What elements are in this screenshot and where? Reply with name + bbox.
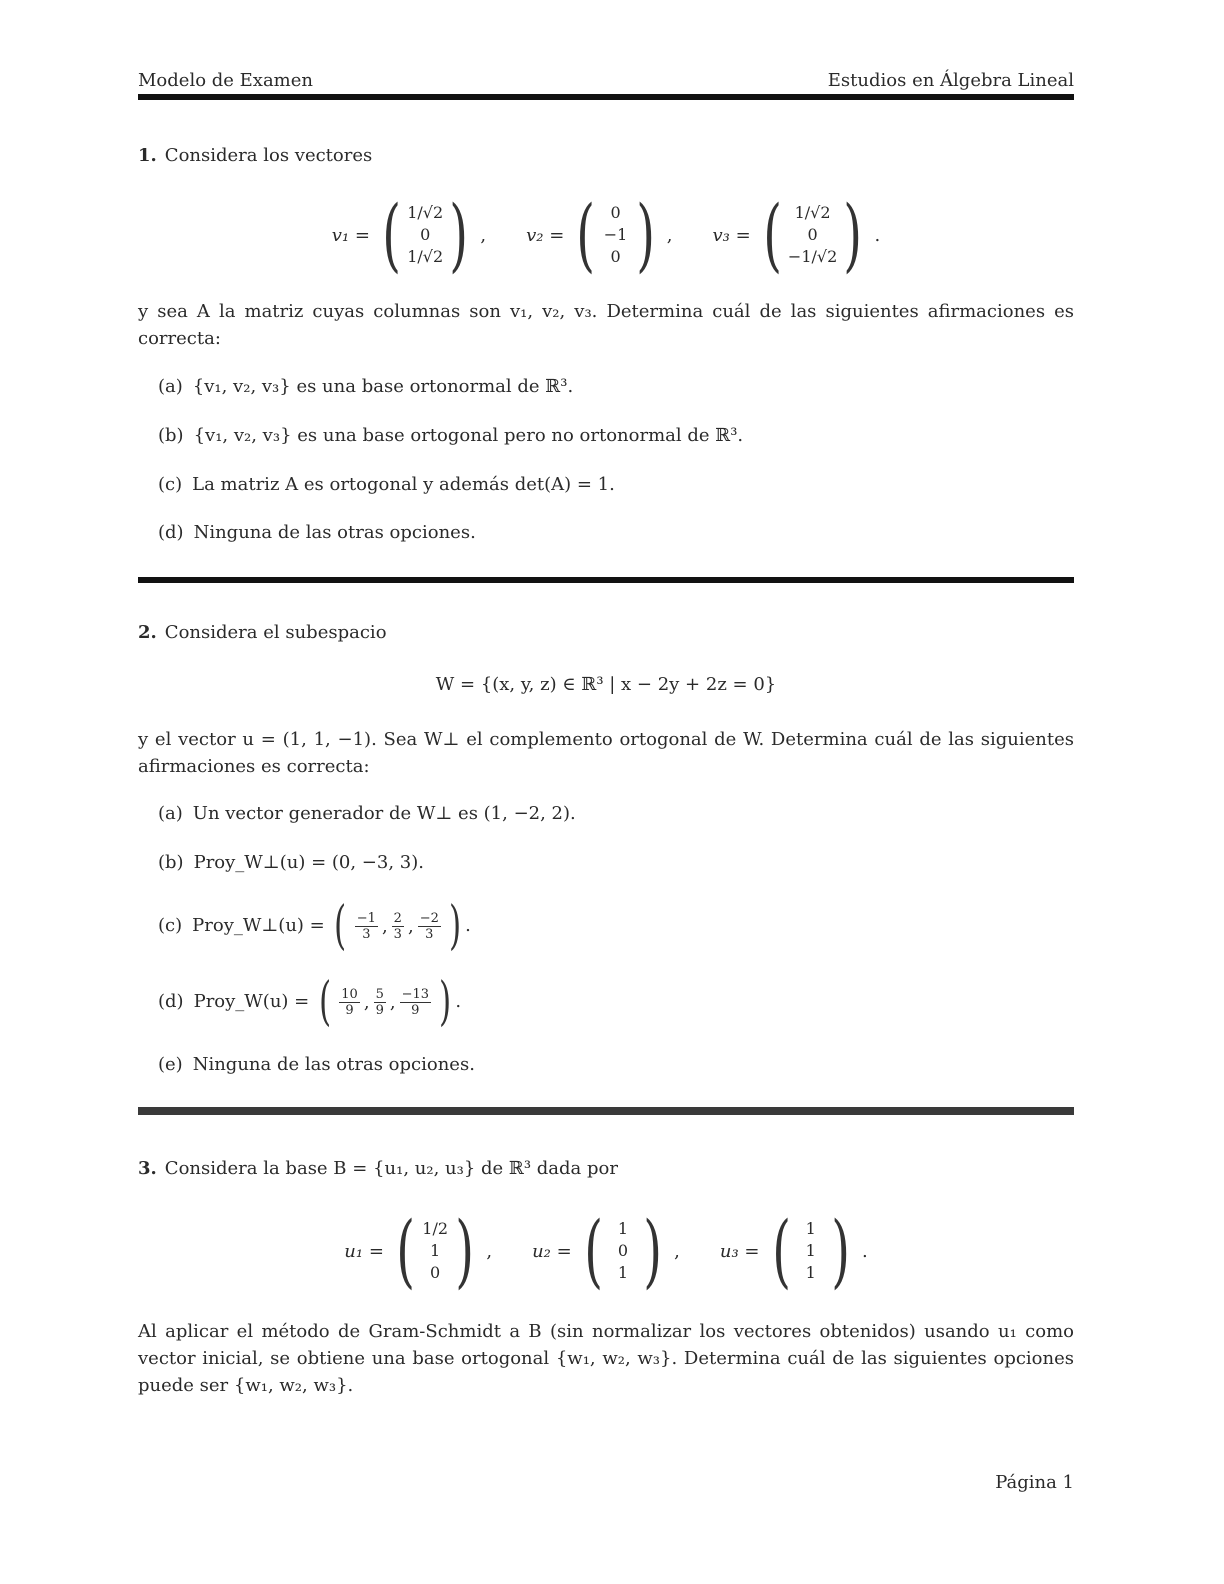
q3-vector-2: u₂ = ( 1 0 1 ) , (532, 1204, 680, 1297)
q1-vector-2: v₂ = ( 0 −1 0 ) , (526, 188, 673, 281)
q2-option-b (158, 852, 424, 873)
fraction: $\frac{-1}{3}$ (356, 910, 376, 942)
q1-vector-3: v₃ = ( 1/√2 0 −1/√2 ) . (712, 188, 881, 281)
q3-title (138, 1158, 618, 1179)
q1-vector-1: v₁ = ( 1/√2 0 1/√2 ) , (331, 188, 487, 281)
document-page (138, 0, 1074, 1584)
q3-u2-entry: 1 (617, 1219, 629, 1238)
q3-vector-1: u₁ = ( 1/2 1 0 ) , (344, 1204, 493, 1297)
q2-option-text: Proy_W⊥(u) = (0, −3, 3). (193, 852, 424, 873)
q1-option-text: La matriz A es ortogonal y además det(A) = 1. (192, 474, 615, 495)
q2-intro: Considera el subespacio (164, 622, 387, 643)
q1-vectors (138, 190, 1074, 280)
q1-vector-2-name: v₂ = (526, 224, 565, 246)
q1-v3-entry: 1/√2 (794, 203, 831, 222)
q3-u1-entry: 1 (430, 1241, 441, 1260)
q1-option-label: (a) (158, 376, 183, 397)
page-header (138, 68, 1074, 94)
section-divider (138, 1107, 1074, 1115)
q2-option-label: (e) (158, 1054, 183, 1075)
q3-vector-3: u₃ = ( 1 1 1 ) . (719, 1204, 868, 1297)
q2-option-text: Un vector generador de W⊥ es (1, −2, 2). (192, 803, 576, 824)
q1-v3-entry: 0 (807, 225, 818, 244)
q3-u3-entry: 1 (805, 1219, 816, 1238)
header-right: Estudios en Álgebra Lineal (827, 70, 1074, 91)
page-number: Página 1 (995, 1472, 1074, 1493)
q3-u2-entry: 0 (617, 1241, 629, 1260)
q2-option-label: (d) (158, 991, 184, 1012)
q1-option-text: {v₁, v₂, v₃} es una base ortonormal de ℝ³. (192, 376, 574, 397)
q2-option-c: (c) Proy_W⊥(u) = ( $\frac{-1}{3}$ , $\frac{2}{3}$ , $\frac{-2}{3}$ ) . (158, 896, 471, 956)
q3-text: Al aplicar el método de Gram-Schmidt a B (sin normalizar los vectores obtenidos) usando u₁ como vector inicial, se obtiene una base ortogonal {w₁, w₂, w₃}. Determina cuál de las siguientes opciones puede ser {w₁, w₂, w₃}. (138, 1321, 1074, 1396)
q1-number: 1. (138, 145, 157, 166)
q1-vector-1-name: v₁ = (331, 224, 370, 246)
q1-option-c (158, 474, 615, 495)
q3-u2-entry: 1 (617, 1263, 629, 1282)
q2-title (138, 622, 387, 643)
q1-option-d (158, 522, 476, 543)
header-rule (138, 94, 1074, 100)
fraction: $\frac{10}{9}$ (341, 986, 358, 1018)
q2-option-e (158, 1054, 475, 1075)
q2-option-label: (a) (158, 803, 183, 824)
q1-v2-entry: −1 (603, 225, 628, 244)
q3-number: 3. (138, 1158, 157, 1179)
q1-option-label: (c) (158, 474, 183, 495)
q1-option-b (158, 425, 743, 446)
q3-u3-entry: 1 (805, 1263, 816, 1282)
q1-option-text: Ninguna de las otras opciones. (193, 522, 476, 543)
q2-equation: W = {(x, y, z) ∈ ℝ³ | x − 2y + 2z = 0} (435, 674, 777, 695)
q3-u1-entry: 0 (430, 1263, 441, 1282)
q1-v1-entry: 1/√2 (407, 247, 444, 266)
q3-vectors (138, 1206, 1074, 1296)
q2-option-label: (b) (158, 852, 184, 873)
fraction: $\frac{-13}{9}$ (401, 986, 430, 1018)
q1-v2-entry: 0 (610, 247, 621, 266)
q3-vector-3-name: u₃ = (719, 1240, 760, 1262)
header-left: Modelo de Examen (138, 70, 313, 91)
q1-option-text: {v₁, v₂, v₃} es una base ortogonal pero no ortonormal de ℝ³. (193, 425, 744, 446)
q3-vector-1-name: u₁ = (344, 1240, 384, 1262)
q1-option-label: (d) (158, 522, 184, 543)
q2-number: 2. (138, 622, 157, 643)
q1-vector-3-name: v₃ = (712, 224, 751, 246)
q2-text: y el vector u = (1, 1, −1). Sea W⊥ el complemento ortogonal de W. Determina cuál de las siguientes afirmaciones es correcta: (138, 729, 1074, 777)
q1-option-label: (b) (158, 425, 184, 446)
section-divider (138, 577, 1074, 583)
q1-intro: Considera los vectores (164, 145, 373, 166)
q1-v2-entry: 0 (610, 203, 621, 222)
q1-v1-entry: 1/√2 (407, 203, 444, 222)
q3-u3-entry: 1 (805, 1241, 816, 1260)
q3-intro: Considera la base B = {u₁, u₂, u₃} de ℝ³ dada por (164, 1158, 618, 1179)
q1-title (138, 145, 372, 166)
q2-option-d: (d) Proy_W(u) = ( $\frac{10}{9}$ , $\frac{5}{9}$ , $\frac{-13}{9}$ ) . (158, 972, 462, 1032)
q2-option-a (158, 803, 576, 824)
fraction: $\frac{-2}{3}$ (419, 910, 439, 942)
q3-u1-entry: 1/2 (422, 1219, 449, 1238)
q2-option-label: (c) (158, 915, 183, 936)
fraction: $\frac{2}{3}$ (393, 910, 402, 942)
q2-option-prefix: Proy_W⊥(u) = (192, 915, 325, 936)
q1-v1-entry: 0 (420, 225, 431, 244)
q1-option-a (158, 376, 573, 397)
q2-option-text: Ninguna de las otras opciones. (192, 1054, 475, 1075)
q1-text: y sea A la matriz cuyas columnas son v₁, v₂, v₃. Determina cuál de las siguientes afirmaciones es correcta: (138, 301, 1074, 349)
q2-option-prefix: Proy_W(u) = (193, 991, 310, 1012)
fraction: $\frac{5}{9}$ (375, 986, 384, 1018)
q3-vector-2-name: u₂ = (532, 1240, 572, 1262)
q1-v3-entry: −1/√2 (787, 247, 838, 266)
